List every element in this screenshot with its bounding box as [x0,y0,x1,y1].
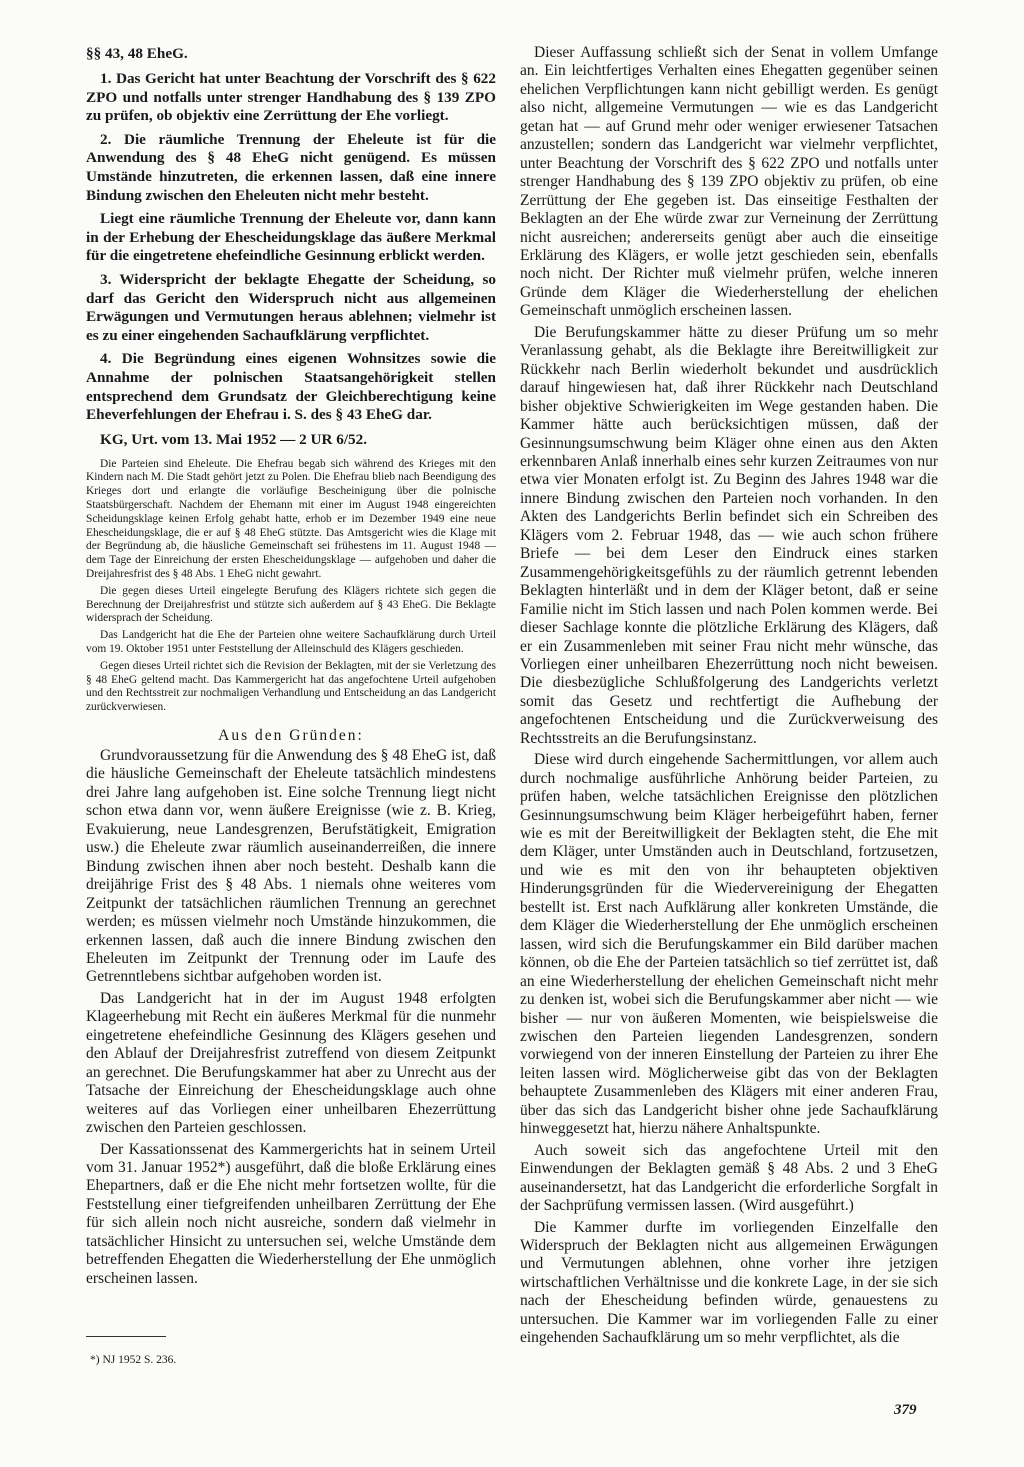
headnote-2-continued: Liegt eine räumliche Trennung der Eheleute vor, dann kann in der Erhebung der Ehescheidungsklage das äußere Merkmal für die eingetretene ehefeindliche Gesinnung erblickt werden. [86,210,496,265]
facts-paragraph: Das Landgericht hat die Ehe der Parteien ohne weitere Sachaufklärung durch Urteil vom 19. Oktober 1951 unter Feststellung der Alleinschuld des Klägers geschieden. [86,629,496,656]
page-number: 379 [894,1402,917,1418]
headnote-3: 3. Widerspricht der beklagte Ehegatte der Scheidung, so darf das Gericht den Widerspruch nicht aus allgemeinen Erwägungen und Vermutungen heraus ablehnen; vielmehr ist es zu einer eingehenden Sachaufklärung verpflichtet. [86,270,496,344]
right-column [520,44,938,1351]
body-paragraph: Das Landgericht hat in der im August 1948 erfolgten Klageerhebung mit Recht ein äußeres Merkmal für die nunmehr eingetretene ehefeindliche Gesinnung des Klägers gesehen und den Ablauf der Dreijahresfrist zutreffend von diesem Zeitpunkt an gerechnet. Die Berufungskammer hat aber zu Unrecht aus der Tatsache der Einreichung der Ehescheidungsklage auch ohne weiteres auf das Vorliegen einer unheilbaren Ehezerrüttung zwischen den Parteien geschlossen. [86,989,496,1137]
facts-paragraph: Gegen dieses Urteil richtet sich die Revision der Beklagten, mit der sie Verletzung des § 48 EheG geltend macht. Das Kammergericht hat das angefochtene Urteil aufgehoben und den Rechtsstreit zur nochmaligen Verhandlung und Entscheidung an das Landgericht zurückverwiesen. [86,659,496,714]
headnote-1: 1. Das Gericht hat unter Beachtung der Vorschrift des § 622 ZPO und notfalls unter strenger Handhabung des § 139 ZPO zu prüfen, ob objektiv eine Zerrüttung der Ehe vorliegt. [86,70,496,125]
body-paragraph: Dieser Auffassung schließt sich der Senat in vollem Umfange an. Ein leichtfertiges Verhalten eines Ehegatten gegenüber seinen ehelichen Verpflichtungen kann nicht gebilligt werden. Es genügt also nicht, allgemeine Vermutungen — wie es das Landgericht getan hat — auf Grund mehr oder weniger erwiesener Tatsachen anzustellen; sondern das Landgericht war vielmehr verpflichtet, unter Beachtung der Vorschrift des § 622 ZPO und notfalls unter strenger Handhabung des § 139 ZPO objektiv zu prüfen, ob eine Zerrüttung der Ehe gegeben ist. Das einseitige Festhalten der Beklagten an der Ehe würde zwar zur Verneinung der Zerrüttung nicht ausreichen; andererseits genügt aber auch die einseitige Erklärung des Klägers, er wolle jetzt geschieden sein, ebenfalls noch nicht. Der Richter muß vielmehr prüfen, welche inneren Gründe dem Kläger die Wiederherstellung der ehelichen Gemeinschaft unmöglich erscheinen lassen. [520,44,938,320]
body-paragraph: Die Kammer durfte im vorliegenden Einzelfalle den Widerspruch der Beklagten nicht aus allgemeinen Erwägungen und Vermutungen ablehnen, ohne vorher ihre jetzigen wirtschaftlichen Verhältnisse und die konkrete Lage, in der sie sich nach der Ehescheidung befinden würde, genauestens zu untersuchen. Die Kammer war im vorliegenden Falle zu einer eingehenden Sachaufklärung um so mehr verpflichtet, als die [520,1218,938,1347]
body-paragraph: Der Kassationssenat des Kammergerichts hat in seinem Urteil vom 31. Januar 1952*) ausgeführt, daß die bloße Erklärung eines Ehepartners, daß er die Ehe nicht mehr fortsetzen wollte, für die Feststellung einer tiefgreifenden unheilbaren Zerrüttung der Ehe für sich allein noch nicht ausreiche, sondern daß vielmehr in tatsächlicher Hinsicht zu untersuchen sei, welche Umstände dem betreffenden Ehegatten die Wiederherstellung der Ehe unmöglich erscheinen lassen. [86,1140,496,1287]
headnote-2: 2. Die räumliche Trennung der Eheleute ist für die Anwendung des § 48 EheG nicht genügend. Es müssen Umstände hinzutreten, die erkennen lassen, daß eine innere Bindung zwischen den Eheleuten nicht mehr besteht. [86,130,496,204]
body-paragraph: Die Berufungskammer hätte zu dieser Prüfung um so mehr Veranlassung gehabt, als die Beklagte ihre Bereitwilligkeit zur Rückkehr nach Berlin wiederholt bekundet und ausdrücklich darauf hingewiesen hat, daß ihrer Rückkehr nach Deutschland bisher objektive Schwierigkeiten im Wege gestanden haben. Die Kammer hätte auch berücksichtigen müssen, daß der Gesinnungsumschwung beim Kläger ohne einen aus den Akten erkennbaren Anlaß innerhalb eines sehr kurzen Zeitraumes von nur etwa vier Monaten erfolgt ist. Zu Beginn des Jahres 1948 war die innere Bindung zwischen den Parteien noch vorhanden. In den Akten des Landgerichts Berlin befindet sich ein Schreiben des Klägers vom 2. Februar 1948, das — wie auch schon frühere Briefe — bei dem Leser den Eindruck eines starken Zusammengehörigkeitsgefühls zu der räumlich getrennt lebenden Beklagten hinterläßt und in dem der Kläger betont, daß er seine Familie nicht im Stich lassen und nach Polen kommen werde. Bei dieser Sachlage konnte die plötzliche Erklärung des Klägers, daß er ein Zusammenleben mit seiner Frau nicht mehr wünsche, das Vorliegen einer unheilbaren Ehezerrüttung noch nicht beweisen. Die diesbezügliche Schlußfolgerung des Landgerichts verletzt somit das Gesetz und rechtfertigt die Aufhebung der angefochtenen Entscheidung und die Zurückverweisung des Rechtsstreits an die Berufungsinstanz. [520,323,938,747]
left-column [86,44,496,1291]
case-citation: KG, Urt. vom 13. Mai 1952 — 2 UR 6/52. [100,430,368,448]
footnote-divider [86,1336,166,1337]
facts-paragraph: Die gegen dieses Urteil eingelegte Berufung des Klägers richtete sich gegen die Berechnung der Dreijahresfrist und stützte sich außerdem auf § 43 EheG. Die Beklagte widersprach der Scheidung. [86,584,496,625]
body-paragraph: Diese wird durch eingehende Sachermittlungen, vor allem auch durch nochmalige ausführliche Anhörung beider Parteien, zu prüfen haben, welche tatsächlichen Ereignisse den plötzlichen Gesinnungsumschwung beim Kläger herbeigeführt haben, ferner wie es mit der Bereitwilligkeit der Beklagten steht, die Ehe mit dem Kläger, unter Umständen auch in Deutschland, fortzusetzen, und wie es mit den von ihr behaupteten objektiven Hinderungsgründen für die Wiedervereinigung der Ehegatten bestellt ist. Erst nach Aufklärung aller konkreten Umstände, die dem Kläger die Wiederherstellung der Ehe unmöglich erscheinen lassen, wird sich die Berufungskammer ein Bild darüber machen können, ob die Ehe der Parteien tatsächlich so tief zerrüttet ist, daß an eine Wiederherstellung der ehelichen Gemeinschaft nicht mehr zu denken ist, wobei sich die Berufungskammer aber nicht — wie bisher — nur von äußeren Momenten, wie beispielsweise die zwischen den Parteien liegenden Landesgrenzen, sondern vorwiegend von der inneren Einstellung der Parteien zu ihrer Ehe leiten lassen wird. Möglicherweise gibt das von der Beklagten behauptete Zusammenleben des Klägers mit einer anderen Frau, über das sich das Landgericht bisher ohne jede Sachaufklärung hinweggesetzt hat, hierzu nähere Anhaltspunkte. [520,751,938,1138]
headnote-4: 4. Die Begründung eines eigenen Wohnsitzes sowie die Annahme der polnischen Staatsangehörigkeit stellen entsprechend dem Grundsatz der Gleichberechtigung keine Eheverfehlungen der Ehefrau i. S. des § 43 EheG dar. [86,350,496,424]
facts-paragraph: Die Parteien sind Eheleute. Die Ehefrau begab sich während des Krieges mit den Kindern nach M. Die Stadt gehört jetzt zu Polen. Die Ehefrau blieb nach Beendigung des Krieges dort und erlangte die vorläufige Bescheinigung über die polnische Staatsbürgerschaft. Nachdem der Ehemann mit einer im August 1948 eingereichten Scheidungsklage keinen Erfolg gehabt hatte, erhob er im Dezember 1949 eine neue Ehescheidungsklage, die er auf § 48 EheG stützte. Das Amtsgericht wies die Klage mit der Begründung ab, die häusliche Gemeinschaft sei frühestens im 11. August 1948 — dem Tage der Einreichung der ersten Ehescheidungsklage — aufgehoben und daher die Dreijahresfrist des § 48 Abs. 1 EheG nicht gewahrt. [86,457,496,581]
section-heading: Aus den Gründen: [218,727,364,745]
headnote-reference: §§ 43, 48 EheG. [86,45,188,62]
footnote: *) NJ 1952 S. 236. [90,1354,177,1366]
body-paragraph: Grundvoraussetzung für die Anwendung des § 48 EheG ist, daß die häusliche Gemeinschaft der Eheleute tatsächlich mindestens drei Jahre lang aufgehoben ist. Eine solche Trennung liegt nicht schon etwa dann vor, wenn äußere Ereignisse (wie z. B. Krieg, Evakuierung, neue Landesgrenzen, Berufstätigkeit, Emigration usw.) die Eheleute zwar räumlich auseinanderreißen, die innere Bindung zwischen ihnen aber noch besteht. Deshalb kann die dreijährige Frist des § 48 Abs. 1 niemals ohne weiteres vom Zeitpunkt der tatsächlichen räumlichen Trennung an gerechnet werden; es müssen vielmehr noch Umstände hinzukommen, die erkennen lassen, daß auch die innere Bindung zwischen den Eheleuten im Zeitpunkt der Trennung oder im Laufe des Getrenntlebens sichtbar aufgehoben worden ist. [86,747,496,986]
body-paragraph: Auch soweit sich das angefochtene Urteil mit den Einwendungen der Beklagten gemäß § 48 Abs. 2 und 3 EheG auseinandersetzt, hat das Landgericht die erforderliche Sorgfalt in der Sachprüfung vermissen lassen. (Wird ausgeführt.) [520,1141,938,1215]
